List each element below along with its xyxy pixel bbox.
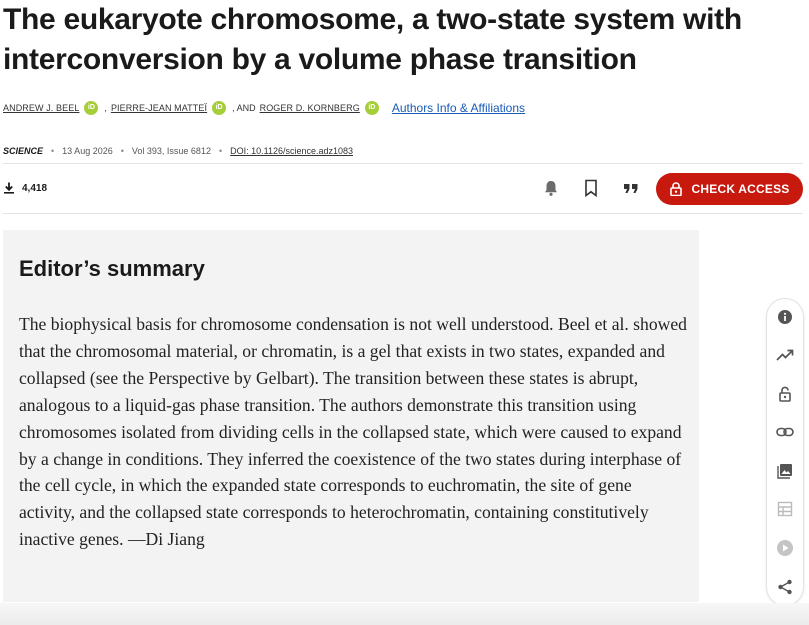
check-access-button[interactable] (656, 173, 803, 205)
meta-separator: • (218, 146, 223, 156)
trending-icon[interactable] (775, 345, 795, 365)
lock-open-icon[interactable] (775, 384, 795, 404)
editors-summary (3, 230, 699, 602)
bell-icon[interactable] (541, 178, 561, 198)
link-icon[interactable] (775, 422, 795, 442)
volume-issue[interactable]: Vol 393, Issue 6812 (131, 146, 211, 156)
download-icon (3, 182, 15, 194)
author-name[interactable]: ANDREW J. BEEL (3, 103, 80, 113)
download-count (3, 180, 47, 196)
summary-text: The biophysical basis for chromosome condensation is not well understood. Beel et al. showed that the chromosomal material, or chromatin, is a gel that exists in two states, expanded and collapsed (see the Perspective by Gelbart). The transition between these states is abrupt, analogous to a liquid-gas phase transition. The authors demonstrate this transition using chromosomes isolated from dividing cells in the collapsed state, which were caused to expand by a change in conditions. They inferred the coexistence of the two states during interphase of the cell cycle, in which the expanded state corresponds to euchromatin, the site of gene activity, and the collapsed state corresponds to heterochromatin, containing constitutively inactive genes. —Di Jiang (19, 314, 687, 550)
page-bottom-edge (0, 603, 809, 625)
divider (3, 163, 803, 164)
publication-date: 13 Aug 2026 (62, 146, 113, 156)
info-icon[interactable] (775, 307, 795, 327)
orcid-icon[interactable]: iD (365, 101, 379, 115)
author-separator: , (104, 103, 107, 113)
article-meta (3, 144, 353, 158)
authors-info-link[interactable]: Authors Info & Affiliations (391, 101, 526, 115)
author-name[interactable]: PIERRE-JEAN MATTEÏ (110, 103, 208, 113)
share-icon[interactable] (775, 577, 795, 597)
author-list (3, 99, 525, 117)
author-name[interactable]: ROGER D. KORNBERG (259, 103, 360, 113)
author-separator: , AND (232, 103, 256, 113)
side-toolbar (766, 298, 804, 606)
journal-name[interactable]: SCIENCE (3, 146, 44, 156)
bookmark-icon[interactable] (581, 178, 601, 198)
orcid-icon[interactable]: iD (84, 101, 98, 115)
quote-icon[interactable] (621, 178, 641, 198)
meta-separator: • (120, 146, 124, 156)
table-icon[interactable] (775, 499, 795, 519)
check-access-label: CHECK ACCESS (691, 182, 790, 196)
play-icon[interactable] (775, 538, 795, 558)
orcid-icon[interactable]: iD (212, 101, 226, 115)
divider (3, 213, 803, 214)
article-title: The eukaryote chromosome, a two-state system with interconversion by a volume phase transition (3, 3, 742, 76)
meta-separator: • (51, 146, 55, 156)
doi-link[interactable]: DOI: 10.1126/science.adz1083 (230, 146, 354, 156)
summary-heading: Editor’s summary (19, 256, 205, 281)
image-icon[interactable] (775, 461, 795, 481)
lock-icon (670, 182, 682, 196)
download-count-value: 4,418 (22, 182, 48, 194)
